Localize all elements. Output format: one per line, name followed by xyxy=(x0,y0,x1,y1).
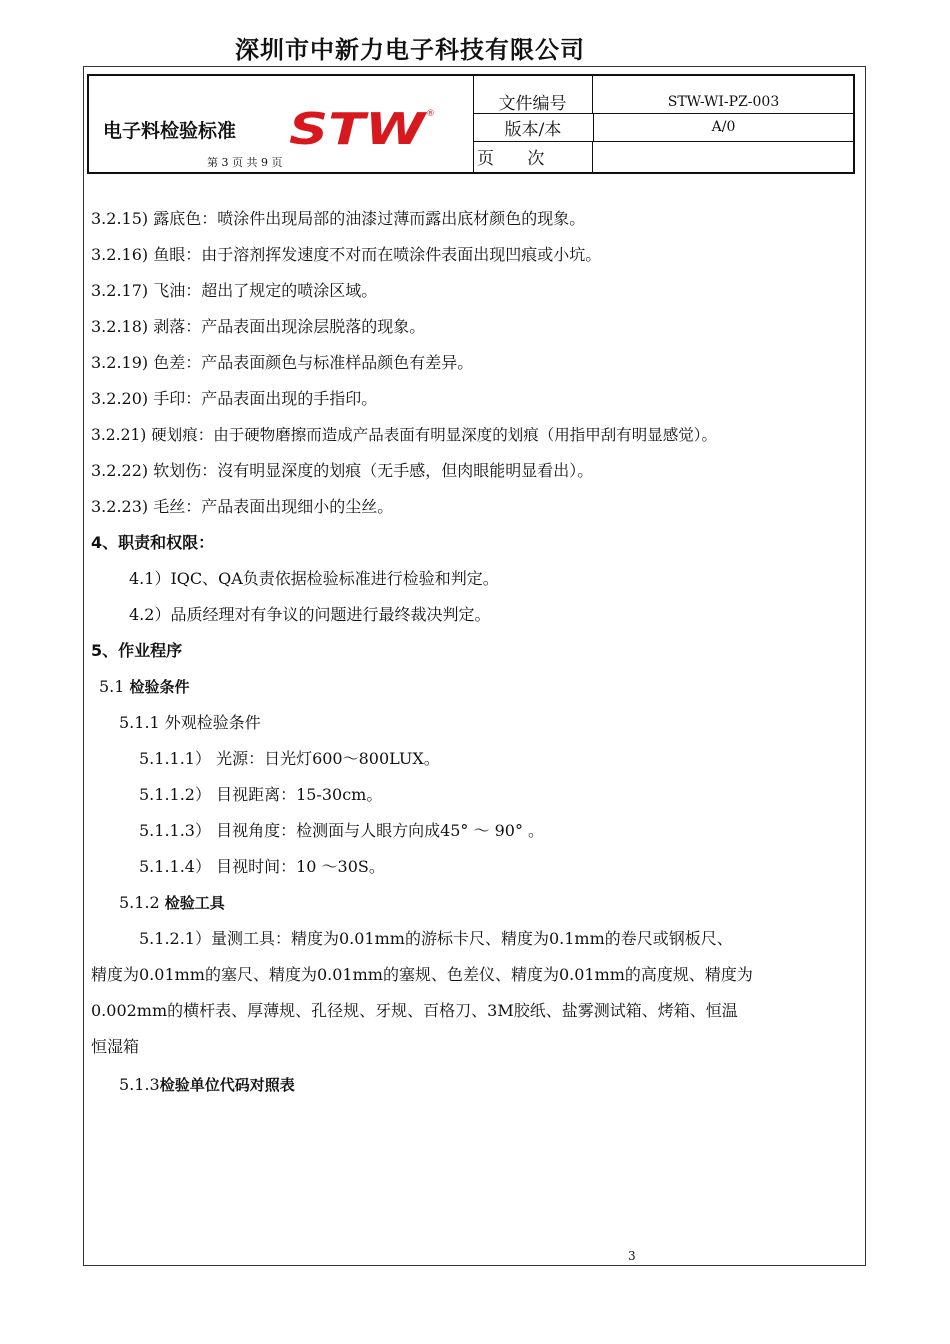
text-line: 5.1.2.1）量测工具：精度为0.01mm的游标卡尺、精度为0.1mm的卷尺或钢板尺、 xyxy=(139,929,733,948)
text-line: 3.2.17) 飞油：超出了规定的喷涂区域。 xyxy=(91,281,378,300)
header-title-cell xyxy=(89,76,474,172)
text-line: 0.002mm的横杆表、厚薄规、孔径规、牙规、百格刀、3M胶纸、盐雾测试箱、烤箱、恒温 xyxy=(91,1001,738,1020)
doc-title: 电子料检验标准 xyxy=(103,120,237,142)
text-line: 精度为0.01mm的塞尺、精度为0.01mm的塞规、色差仪、精度为0.01mm的高度规、精度为 xyxy=(91,965,753,984)
subsection-number: 5.1 xyxy=(99,677,130,696)
header-row-version xyxy=(473,113,853,142)
text-line: 3.2.23) 毛丝：产品表面出现细小的尘丝。 xyxy=(91,497,394,516)
doc-number-value: STW-WI-PZ-003 xyxy=(667,93,780,110)
page-value xyxy=(594,141,853,172)
company-name: 深圳市中新力电子科技有限公司 xyxy=(235,36,585,64)
subsection-title: 检验工具 xyxy=(164,894,225,912)
svg-text:®: ® xyxy=(426,109,435,119)
text-line: 3.2.21) 硬划痕：由于硬物磨擦而造成产品表面有明显深度的划痕（用指甲刮有明显感觉）。 xyxy=(91,426,718,444)
text-line: 4.2）品质经理对有争议的问题进行最终裁决判定。 xyxy=(129,605,491,624)
subsection-number: 5.1.2 xyxy=(119,893,165,912)
page-of-label: 第 3 页 共 9 页 xyxy=(207,156,283,169)
page-number: 3 xyxy=(628,1249,636,1263)
text-line: 5.1.1 外观检验条件 xyxy=(119,713,261,732)
subsection-heading xyxy=(119,892,225,914)
doc-number-label: 文件编号 xyxy=(473,76,593,113)
page-label: 页 次 xyxy=(473,141,593,172)
text-line: 5.1.1.4） 目视时间：10 ～30S。 xyxy=(139,857,385,876)
document-header xyxy=(87,74,855,174)
text-line: 4.1）IQC、QA负责依据检验标准进行检验和判定。 xyxy=(129,569,499,588)
text-line: 5.1.1.3） 目视角度：检测面与人眼方向成45° ～ 90° 。 xyxy=(139,821,545,840)
subsection-title: 检验条件 xyxy=(129,678,190,696)
section-heading: 5、作业程序 xyxy=(91,641,183,660)
text-line: 5.1.1.2） 目视距离：15-30cm。 xyxy=(139,785,383,804)
header-row-doc-number xyxy=(473,76,853,114)
text-line: 3.2.18) 剥落：产品表面出现涂层脱落的现象。 xyxy=(91,317,426,336)
subsection-heading xyxy=(99,676,190,698)
stw-logo xyxy=(287,102,439,152)
text-line: 3.2.19) 色差：产品表面颜色与标准样品颜色有差异。 xyxy=(91,353,474,372)
text-line: 3.2.20) 手印：产品表面出现的手指印。 xyxy=(91,389,378,408)
header-info-table xyxy=(473,76,853,172)
subsection-heading xyxy=(119,1074,295,1096)
text-line: 3.2.16) 鱼眼：由于溶剂挥发速度不对而在喷涂件表面出现凹痕或小坑。 xyxy=(91,245,602,264)
text-line: 3.2.15) 露底色：喷涂件出现局部的油漆过薄而露出底材颜色的现象。 xyxy=(91,209,586,228)
section-heading: 4、职责和权限： xyxy=(91,533,215,552)
text-line: 5.1.1.1） 光源：日光灯600～800LUX。 xyxy=(139,749,440,768)
version-label: 版本/本 xyxy=(473,113,594,141)
version-value: A/0 xyxy=(711,119,736,135)
subsection-title: 检验单位代码对照表 xyxy=(159,1076,295,1094)
subsection-number: 5.1.3 xyxy=(119,1075,160,1094)
header-row-page xyxy=(473,141,853,172)
stw-logo-text: STW xyxy=(289,104,429,152)
text-line: 恒湿箱 xyxy=(91,1037,140,1056)
text-line: 3.2.22) 软划伤：沒有明显深度的划痕（无手感，但肉眼能明显看出）。 xyxy=(91,461,594,480)
